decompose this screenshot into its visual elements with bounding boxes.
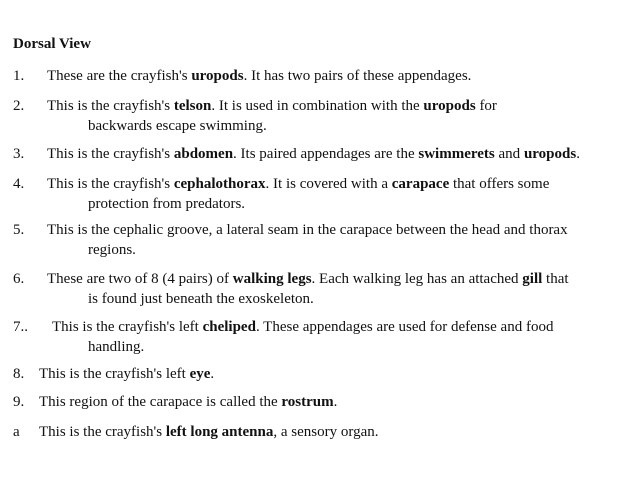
list-item-number: 8. (13, 366, 25, 382)
text-run: This is the crayfish's (47, 146, 174, 162)
text-run: is found just beneath the exoskeleton. (88, 290, 314, 307)
list-item-number: 9. (13, 394, 25, 410)
text-run: This is the crayfish's left (39, 366, 190, 382)
bold-term: carapace (391, 176, 450, 192)
list-item (13, 67, 628, 87)
bold-term: walking legs (232, 271, 312, 287)
bold-term: abdomen (173, 146, 234, 162)
list-item (13, 97, 628, 136)
list-item-text (47, 145, 628, 165)
list-item-continuation-line (52, 338, 628, 358)
list-item-line (47, 97, 628, 117)
list-item (13, 423, 628, 443)
page-heading: Dorsal View (13, 36, 91, 52)
text-run: and (494, 146, 524, 162)
bold-term: uropods (191, 68, 244, 84)
list-item-text (39, 365, 628, 385)
list-item-text (47, 270, 628, 309)
bold-term: swimmerets (418, 146, 495, 162)
list-item-line (39, 393, 628, 413)
text-run: backwards escape swimming. (88, 117, 267, 134)
text-run: This region of the carapace is called the (39, 394, 282, 410)
text-run: . Its paired appendages are the (233, 146, 419, 162)
text-run: This is the crayfish's (47, 176, 174, 192)
text-run: . (333, 394, 338, 410)
list-item-number: 4. (13, 176, 25, 192)
text-run: These are two of 8 (4 pairs) of (47, 271, 233, 287)
list-item-number: 5. (13, 222, 25, 238)
list-item (13, 393, 628, 413)
bold-term: gill (522, 271, 543, 287)
bold-term: uropods (523, 146, 577, 162)
list-item-continuation-line (47, 195, 628, 215)
list-item-number: 6. (13, 271, 25, 287)
text-run: . These appendages are used for defense and food (255, 319, 554, 335)
list-item (13, 318, 628, 357)
list-item-text (47, 97, 628, 136)
text-run: . It is covered with a (265, 176, 392, 192)
text-run: . It is used in combination with the (211, 98, 424, 114)
text-run: This is the cephalic groove, a lateral seam in the carapace between the head and thorax (47, 222, 568, 238)
list-item-text (47, 221, 628, 260)
text-run: This is the crayfish's (47, 98, 174, 114)
text-run: for (475, 98, 497, 114)
bold-term: telson (173, 98, 212, 114)
list-item (13, 175, 628, 214)
list-item-continuation-line (47, 117, 628, 137)
text-run: . (210, 366, 215, 382)
text-run: , a sensory organ. (273, 424, 379, 440)
text-run: regions. (88, 241, 136, 258)
bold-term: eye (189, 366, 211, 382)
list-item (13, 270, 628, 309)
text-run: that offers some (449, 176, 550, 192)
list-item-number: 2. (13, 98, 25, 114)
bold-term: rostrum (281, 394, 334, 410)
bold-term: uropods (423, 98, 476, 114)
text-run: These are the crayfish's (47, 68, 192, 84)
list-item-line (47, 221, 628, 241)
text-run: . (576, 146, 580, 162)
list-item-number: 7.. (13, 319, 28, 335)
list-item-text (47, 175, 628, 214)
bold-term: cheliped (202, 319, 256, 335)
list-item (13, 365, 628, 385)
bold-term: left long antenna (165, 424, 274, 440)
text-run: . It has two pairs of these appendages. (243, 68, 472, 84)
text-run: This is the crayfish's left (52, 319, 203, 335)
list-item-number: a (13, 424, 20, 440)
list-item-line (47, 175, 628, 195)
list-item (13, 221, 628, 260)
text-run: This is the crayfish's (39, 424, 166, 440)
text-run: that (542, 271, 569, 287)
list-item-number: 1. (13, 68, 25, 84)
list-item-line (39, 365, 628, 385)
list-item (13, 145, 628, 165)
text-run: . Each walking leg has an attached (311, 271, 523, 287)
list-item-line (39, 423, 628, 443)
bold-term: cephalothorax (173, 176, 266, 192)
list-item-text (47, 67, 628, 87)
list-item-number: 3. (13, 146, 25, 162)
list-item-line (47, 67, 628, 87)
list-item-line (47, 270, 628, 290)
text-run: protection from predators. (88, 195, 246, 212)
text-run: handling. (88, 338, 145, 355)
list-item-line (52, 318, 628, 338)
list-item-text (39, 423, 628, 443)
list-item-text (52, 318, 628, 357)
list-item-text (39, 393, 628, 413)
list-item-continuation-line (47, 290, 628, 310)
list-item-continuation-line (47, 241, 628, 261)
list-item-line (47, 145, 628, 165)
